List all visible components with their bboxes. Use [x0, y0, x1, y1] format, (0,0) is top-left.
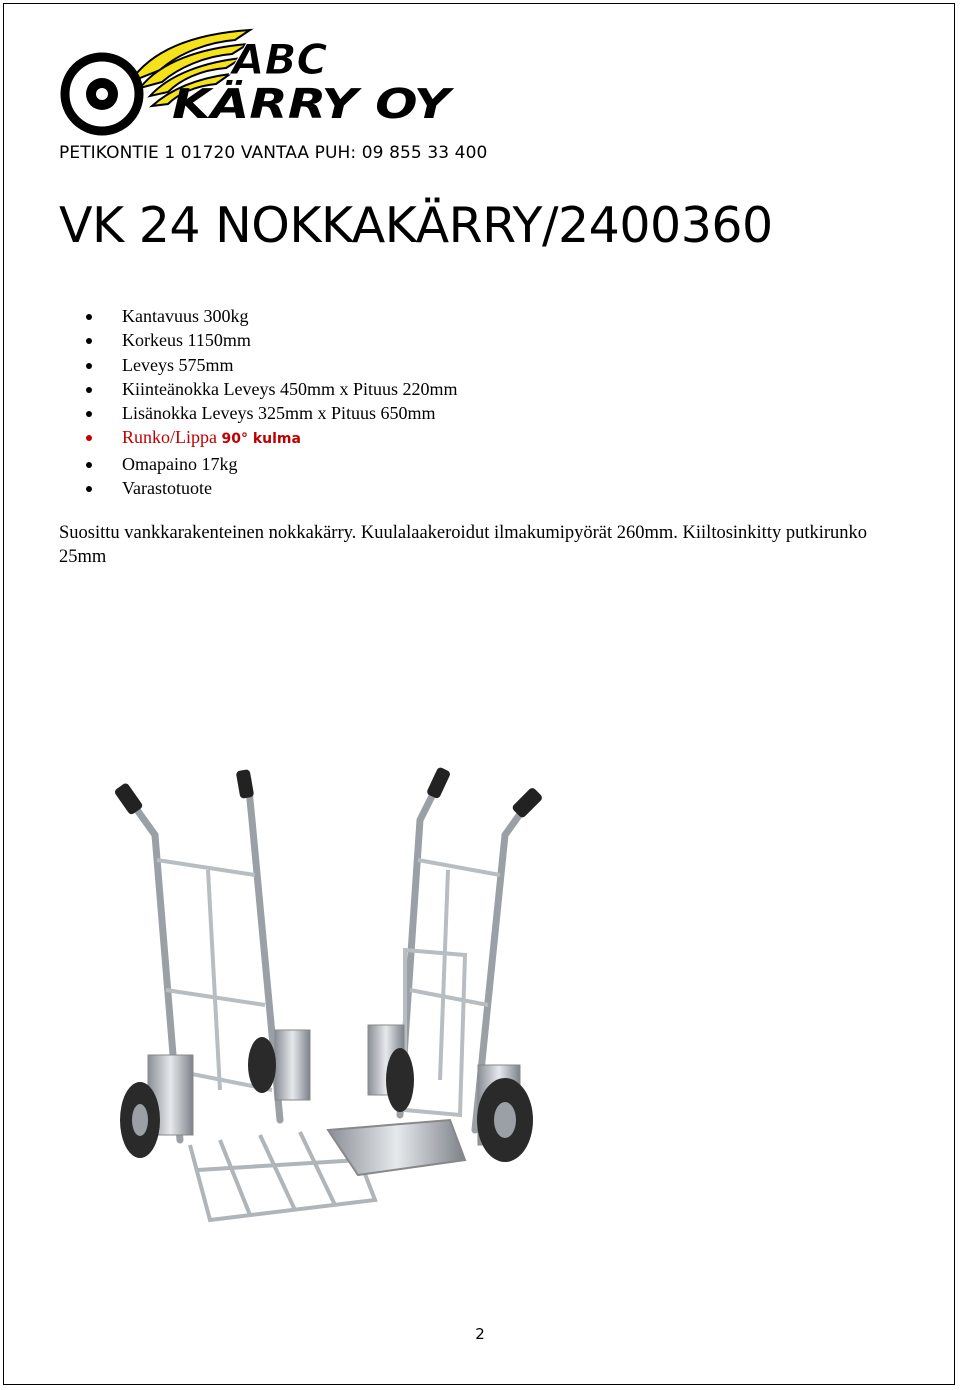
page-number: 2	[475, 1325, 485, 1343]
company-address: PETIKONTIE 1 01720 VANTAA PUH: 09 855 33 400	[59, 143, 488, 163]
product-photo	[100, 760, 560, 1240]
spec-item: Varastotuote	[80, 476, 457, 500]
spec-item: Leveys 575mm	[80, 353, 457, 377]
spec-item: Kantavuus 300kg	[80, 304, 457, 328]
hand-truck-illustration	[100, 760, 560, 1240]
spec-item-highlight	[80, 425, 457, 451]
logo-text-name: KÄRRY OY	[172, 80, 455, 128]
logo-text-abc: ABC	[232, 35, 328, 84]
spec-item-label: Runko/Lippa	[122, 427, 222, 448]
spec-item-angle: 90° kulma	[221, 431, 301, 448]
spec-item: Omapaino 17kg	[80, 452, 457, 476]
logo-graphic	[60, 22, 455, 140]
company-logo	[60, 22, 455, 140]
spec-item: Lisänokka Leveys 325mm x Pituus 650mm	[80, 401, 457, 425]
product-description: Suosittu vankkarakenteinen nokkakärry. Kuulalaakeroidut ilmakumipyörät 260mm. Kiiltosinkitty putkirunko 25mm	[59, 523, 868, 567]
spec-item: Korkeus 1150mm	[80, 328, 457, 352]
spec-list	[80, 304, 457, 500]
spec-item: Kiinteänokka Leveys 450mm x Pituus 220mm	[80, 377, 457, 401]
product-title: VK 24 NOKKAKÄRRY/2400360	[59, 197, 773, 254]
